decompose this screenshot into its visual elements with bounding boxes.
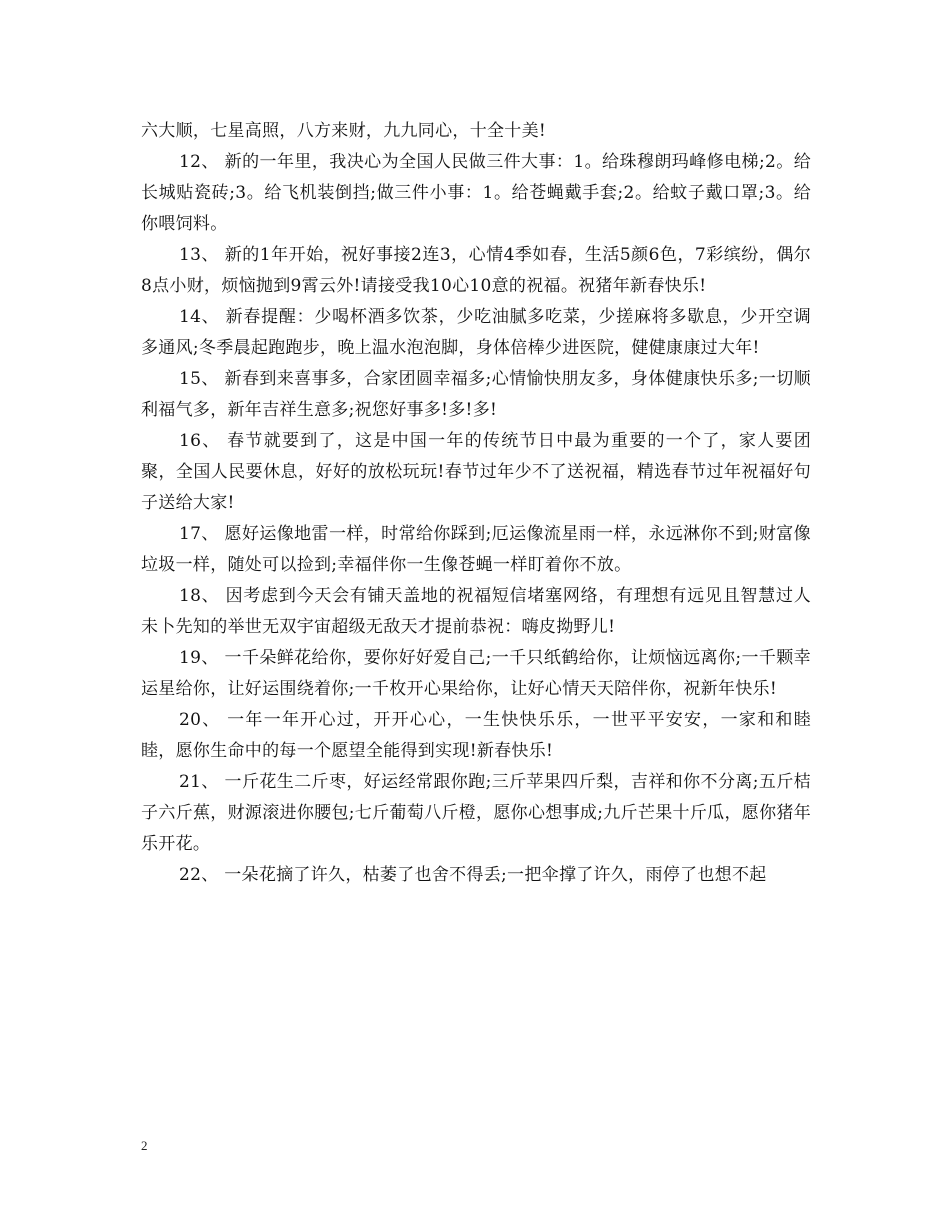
page-number: 2 <box>141 1138 148 1153</box>
document-body <box>141 116 811 891</box>
paragraph-20: 20、 一年一年开心过，开开心心，一生快快乐乐，一世平平安安，一家和和睦睦，愿你生命中的每一个愿望全能得到实现!新春快乐! <box>141 710 811 761</box>
paragraph-15: 15、 新春到来喜事多，合家团圆幸福多;心情愉快朋友多，身体健康快乐多;一切顺利福气多，新年吉祥生意多;祝您好事多!多!多! <box>141 369 811 420</box>
paragraph-19: 19、 一千朵鲜花给你，要你好好爱自己;一千只纸鹤给你，让烦恼远离你;一千颗幸运星给你，让好运围绕着你;一千枚开心果给你，让好心情天天陪伴你，祝新年快乐! <box>141 648 811 699</box>
paragraph-continuation: 六大顺，七星高照，八方来财，九九同心，十全十美! <box>141 121 547 141</box>
paragraph-21: 21、 一斤花生二斤枣，好运经常跟你跑;三斤苹果四斤梨，吉祥和你不分离;五斤桔子六斤蕉，财源滚进你腰包;七斤葡萄八斤橙，愿你心想事成;九斤芒果十斤瓜，愿你猪年乐开花。 <box>141 772 811 854</box>
paragraph-22: 22、 一朵花摘了许久，枯萎了也舍不得丢;一把伞撑了许久，雨停了也想不起 <box>179 865 767 885</box>
paragraph-18: 18、 因考虑到今天会有铺天盖地的祝福短信堵塞网络，有理想有远见且智慧过人未卜先知的举世无双宇宙超级无敌天才提前恭祝：嗨皮拗野儿! <box>141 586 811 637</box>
paragraph-16: 16、 春节就要到了，这是中国一年的传统节日中最为重要的一个了，家人要团聚，全国人民要休息，好好的放松玩玩!春节过年少不了送祝福，精选春节过年祝福好句子送给大家! <box>141 431 811 513</box>
paragraph-12: 12、 新的一年里，我决心为全国人民做三件大事：1。给珠穆朗玛峰修电梯;2。给长城贴瓷砖;3。给飞机装倒挡;做三件小事：1。给苍蝇戴手套;2。给蚊子戴口罩;3。给你喂饲料。 <box>141 152 811 234</box>
paragraph-14: 14、 新春提醒：少喝杯酒多饮茶，少吃油腻多吃菜，少搓麻将多歇息，少开空调多通风;冬季晨起跑跑步，晚上温水泡泡脚，身体倍棒少进医院，健健康康过大年! <box>141 307 811 358</box>
paragraph-17: 17、 愿好运像地雷一样，时常给你踩到;厄运像流星雨一样，永远淋你不到;财富像垃圾一样，随处可以捡到;幸福伴你一生像苍蝇一样盯着你不放。 <box>141 524 811 575</box>
paragraph-13: 13、 新的1年开始，祝好事接2连3，心情4季如春，生活5颜6色，7彩缤纷，偶尔8点小财，烦恼抛到9霄云外!请接受我10心10意的祝福。祝猪年新春快乐! <box>141 245 811 296</box>
